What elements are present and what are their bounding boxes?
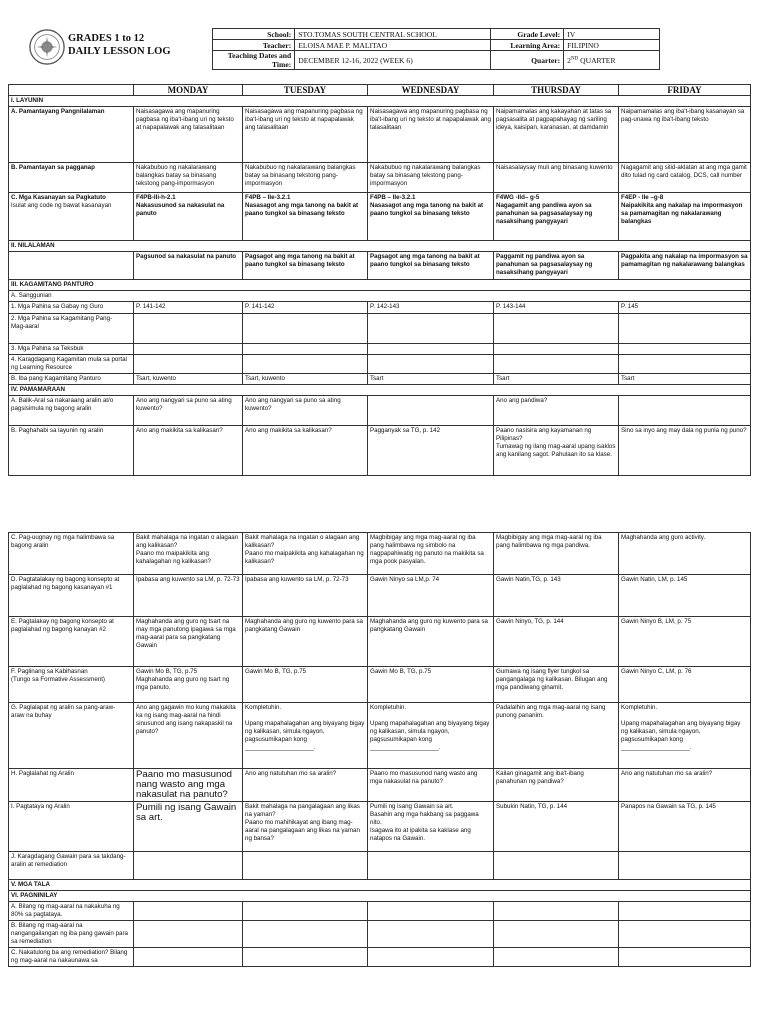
dates-value: DECEMBER 12-16, 2022 (WEEK 6) bbox=[295, 51, 490, 70]
row-label: 3. Mga Pahina sa Teksbuk bbox=[9, 344, 134, 355]
section-pagninilay: VI. PAGNINILAY bbox=[9, 891, 751, 902]
row-label: 4. Karagdagang Kagamitan mula sa portal ng Learning Resource bbox=[9, 355, 134, 374]
cell: Pagsagot ang mga tanong na bakit at paano tungkol sa binasang teksto bbox=[243, 252, 368, 280]
cell: Nakabubuo ng nakalarawang balangkas batay sa binasang tekstong pang-impormasyon bbox=[134, 163, 243, 193]
area-label: Learning Area: bbox=[490, 40, 563, 51]
cell: P. 142-143 bbox=[368, 302, 494, 314]
table-row bbox=[9, 163, 751, 193]
row-label: B. Pamantayan sa pagganap bbox=[9, 163, 134, 193]
cell bbox=[368, 355, 494, 374]
cell: Gawin Mo B, TG, p.75 Maghahanda ang guro ng tsart ng mga panuto. bbox=[134, 667, 243, 703]
cell bbox=[368, 344, 494, 355]
cell bbox=[134, 902, 243, 921]
row-label: G. Paglalapat ng aralin sa pang-araw- araw na buhay bbox=[9, 703, 134, 769]
table-row bbox=[9, 802, 751, 852]
cell: Tsart bbox=[368, 374, 494, 385]
cell: Tsart, kuwento bbox=[243, 374, 368, 385]
cell: Nakabubuo ng nakalarawang balangkas batay sa binasang tekstong pang-impormasyon bbox=[243, 163, 368, 193]
school-value: STO.TOMAS SOUTH CENTRAL SCHOOL bbox=[295, 29, 490, 40]
cell: Bakit mahalaga na ingatan o alagaan ang kalikasan? Paano mo maipakikita ang kahalagahan ng kalikasan? bbox=[243, 533, 368, 575]
lesson-table-page-1 bbox=[8, 84, 751, 476]
cell: Bakit mahalaga na pangalagaan ang likas na yaman? Paano mo mahihikayat ang ibang mag-aaral na pangalagaan ang likas na yaman ng bansa? bbox=[243, 802, 368, 852]
row-label: 2. Mga Pahina sa Kagamitang Pang- Mag-aaral bbox=[9, 314, 134, 344]
row-sanggunian: A. Sanggunian bbox=[9, 291, 751, 302]
row-label: A. Balik-Aral sa nakaraang aralin at/o pagsisimula ng bagong aralin bbox=[9, 396, 134, 426]
row-label: A. Bilang ng mag-aaral na nakakuha ng 80% sa pagtataya. bbox=[9, 902, 134, 921]
cell bbox=[243, 921, 368, 948]
row-label: C. Pag-uugnay ng mga halimbawa sa bagong aralin bbox=[9, 533, 134, 575]
cell bbox=[619, 344, 751, 355]
table-row bbox=[9, 769, 751, 802]
cell: Naisasagawa ang mapanuring pagbasa ng iba't-ibang uri ng teksto at napapalawak ang talasalitaan bbox=[368, 107, 494, 163]
day-tuesday: TUESDAY bbox=[243, 85, 368, 96]
cell bbox=[619, 902, 751, 921]
cell: Tsart bbox=[494, 374, 619, 385]
cell: Bakit mahalaga na ingatan o alagaan ang kalikasan? Paano mo maipakikita ang kahalagahan ng kalikasan? bbox=[134, 533, 243, 575]
lesson-table-page-2 bbox=[8, 532, 751, 967]
table-row bbox=[9, 314, 751, 344]
cell: F4PB – IIe-3.2.1 Nasasagot ang mga tanong na bakit at paano tungkol sa binasang teksto bbox=[243, 193, 368, 241]
table-row bbox=[9, 193, 751, 241]
cell: Kompletuhin. Upang mapahalagahan ang biyayang bigay ng kalikasan, simula ngayon, pagsusumikapan kong ____________________. bbox=[243, 703, 368, 769]
table-row bbox=[9, 426, 751, 476]
day-header-row bbox=[9, 85, 751, 96]
quarter-sup: ND bbox=[570, 55, 579, 61]
cell bbox=[368, 396, 494, 426]
table-row bbox=[9, 921, 751, 948]
cell: F4PB-IIi-h-2.1 Nakasusunod sa nakasulat na panuto bbox=[134, 193, 243, 241]
section-nilalaman: II. NILALAMAN bbox=[9, 241, 751, 252]
teacher-value: ELOISA MAE P. MALITAO bbox=[295, 40, 490, 51]
cell bbox=[619, 948, 751, 967]
table-row bbox=[9, 344, 751, 355]
cell: Tsart bbox=[619, 374, 751, 385]
row-label-bold: C. Mga Kasanayan sa Pagkatuto bbox=[11, 194, 106, 201]
cell: Nakabubuo ng nakalarawang balangkas batay sa binasang tekstong pang-impormasyon bbox=[368, 163, 494, 193]
cell bbox=[134, 314, 243, 344]
row-label: H. Paglalahat ng Aralin bbox=[9, 769, 134, 802]
row-label: A. Pamantayang Pangnilalaman bbox=[9, 107, 134, 163]
cell bbox=[368, 902, 494, 921]
cell: Gawin Ninyo sa LM,p. 74 bbox=[368, 575, 494, 617]
table-row bbox=[9, 374, 751, 385]
cell: Paano mo masusunod nang wasto ang mga nakasulat na panuto? bbox=[134, 769, 243, 802]
row-label: B. Paghahabi sa layunin ng aralin bbox=[9, 426, 134, 476]
cell: P. 145 bbox=[619, 302, 751, 314]
section-mga-tala: V. MGA TALA bbox=[9, 880, 751, 891]
day-thursday: THURSDAY bbox=[494, 85, 619, 96]
page-1 bbox=[11, 28, 748, 476]
cell bbox=[619, 355, 751, 374]
cell: Kailan ginagamit ang iba't-ibang panahunan ng pandiwa? bbox=[494, 769, 619, 802]
table-row bbox=[9, 252, 751, 280]
cell bbox=[494, 948, 619, 967]
cell: Gawin Ninyo, TG, p. 144 bbox=[494, 617, 619, 667]
cell: Paano mo masusunod nang wasto ang mga nakasulat na panuto? bbox=[368, 769, 494, 802]
cell: Ipabasa ang kuwento sa LM, p. 72-73 bbox=[243, 575, 368, 617]
cell: Magbibigay ang mga mag-aaral ng iba pang halimbawa ng simbolo na nagpapahiwatig ng panuto na makikita sa mga pook pasyalan. bbox=[368, 533, 494, 575]
cell: Ano ang makikita sa kalikasan? bbox=[243, 426, 368, 476]
cell: Maghahanda ang guro ng tsart na may mga panutong ipagawa sa mga mag-aaral para sa pangkatang Gawain bbox=[134, 617, 243, 667]
teacher-label: Teacher: bbox=[213, 40, 295, 51]
cell: Maghahanda ang guro activity. bbox=[619, 533, 751, 575]
cell: Magbibigay ang mga mag-aaral ng iba pang halimbawa ng mga pandiwa. bbox=[494, 533, 619, 575]
dates-label-2: Time: bbox=[271, 60, 292, 69]
row-label bbox=[9, 193, 134, 241]
info-table bbox=[212, 28, 660, 70]
cell bbox=[134, 355, 243, 374]
cell bbox=[619, 396, 751, 426]
table-row bbox=[9, 302, 751, 314]
cell bbox=[494, 852, 619, 880]
cell bbox=[494, 344, 619, 355]
table-row bbox=[9, 852, 751, 880]
cell: Kompletuhin. Upang mapahalagahan ang biyayang bigay ng kalikasan, simula ngayon, pagsusumikapan kong ____________________. bbox=[368, 703, 494, 769]
row-label bbox=[9, 252, 134, 280]
cell: Pagpakita ang nakalap na impormasyon sa pamamagitan ng nakalarawang balangkas bbox=[619, 252, 751, 280]
table-row bbox=[9, 355, 751, 374]
cell: Naisasalaysay muli ang binasang kuwento bbox=[494, 163, 619, 193]
cell: Padalalhin ang mga mag-aaral ng isang punong pananim. bbox=[494, 703, 619, 769]
table-row bbox=[9, 575, 751, 617]
cell: Ano ang pandiwa? bbox=[494, 396, 619, 426]
cell: Pagganyak sa TG, p. 142 bbox=[368, 426, 494, 476]
cell: Panapos na Gawain sa TG, p. 145 bbox=[619, 802, 751, 852]
cell bbox=[243, 852, 368, 880]
cell bbox=[619, 852, 751, 880]
cell: Maghahanda ang guro ng kuwento para sa pangkatang Gawain bbox=[368, 617, 494, 667]
cell: Paggamit ng pandiwa ayon sa panahunan sa pagsasalaysay ng nasaksihang pangyayari bbox=[494, 252, 619, 280]
table-row bbox=[9, 107, 751, 163]
cell: Naisasagawa ang mapanuring pagbasa ng iba't-ibang uri ng teksto at napapalawak ang talasalitaan bbox=[134, 107, 243, 163]
cell: Pumili ng isang Gawain sa art. Basahin ang mga hakbang sa paggawa nito. Isagawa ito at ipakita sa kaklase ang natapos na Gawain. bbox=[368, 802, 494, 852]
section-layunin: I. LAYUNIN bbox=[9, 96, 751, 107]
cell: F4EP - IIe –g-8 Naipakikita ang nakalap na impormasyon sa pamamagitan ng nakalarawang balangkas bbox=[619, 193, 751, 241]
cell: Gawin Ninyo B, LM, p. 75 bbox=[619, 617, 751, 667]
table-row bbox=[9, 703, 751, 769]
cell bbox=[134, 948, 243, 967]
title-block bbox=[68, 32, 171, 58]
cell bbox=[243, 948, 368, 967]
quarter-label: Quarter: bbox=[490, 51, 563, 70]
cell: Gawin Ninyo C, LM, p. 76 bbox=[619, 667, 751, 703]
cell bbox=[134, 852, 243, 880]
row-label: J. Karagdagang Gawain para sa takdang- aralin at remediation bbox=[9, 852, 134, 880]
dates-label-1: Teaching Dates and bbox=[227, 51, 292, 60]
grade-value: IV bbox=[564, 29, 660, 40]
row-label: I. Pagtataya ng Aralin bbox=[9, 802, 134, 852]
cell: P. 141-142 bbox=[243, 302, 368, 314]
row-label: B. Bilang ng mag-aaral na nangangailangan ng iba pang gawain para sa remediation bbox=[9, 921, 134, 948]
cell bbox=[494, 314, 619, 344]
row-label: D. Pagtatalakay ng bagong konsepto at paglalahad ng bagong kasanayan #1 bbox=[9, 575, 134, 617]
deped-seal-icon bbox=[28, 28, 66, 66]
cell: Ano ang nangyari sa puno sa ating kuwento? bbox=[134, 396, 243, 426]
cell: Maghahanda ang guro ng kuwento para sa pangkatang Gawain bbox=[243, 617, 368, 667]
row-label: 1. Mga Pahina sa Gabay ng Guro bbox=[9, 302, 134, 314]
cell bbox=[619, 314, 751, 344]
title-line1: GRADES 1 to 12 bbox=[68, 33, 145, 44]
table-row bbox=[9, 396, 751, 426]
cell bbox=[494, 355, 619, 374]
cell: Ano ang gagawin mo kung makakita ka ng isang mag-aaral na hindi sinusunod ang isang nakapaskil na panuto? bbox=[134, 703, 243, 769]
cell: Gawin Natin, LM, p. 145 bbox=[619, 575, 751, 617]
cell: Ano ang makikita sa kalikasan? bbox=[134, 426, 243, 476]
school-label: School: bbox=[213, 29, 295, 40]
quarter-num: 2 bbox=[567, 55, 571, 65]
cell bbox=[243, 902, 368, 921]
grade-label: Grade Level: bbox=[490, 29, 563, 40]
cell: Gawin Natin,TG, p. 143 bbox=[494, 575, 619, 617]
row-label: E. Pagtalakay ng bagong konsepto at paglalahad ng bagong kanayan #2 bbox=[9, 617, 134, 667]
cell: P. 141-142 bbox=[134, 302, 243, 314]
area-value: FILIPINO bbox=[564, 40, 660, 51]
row-label-sub: Isulat ang code ng bawat kasanayan bbox=[11, 202, 112, 209]
cell: P. 143-144 bbox=[494, 302, 619, 314]
cell: Pumili ng isang Gawain sa art. bbox=[134, 802, 243, 852]
quarter-value bbox=[564, 51, 660, 70]
cell: Naipamamalas ang iba't-ibang kasanayan sa pag-unawa ng iba't-ibang teksto bbox=[619, 107, 751, 163]
dates-label bbox=[213, 51, 295, 70]
cell: Gumawa ng isang flyer tungkol sa pangangalaga ng kalikasan. Bilugan ang mga pandiwang ginamit. bbox=[494, 667, 619, 703]
cell: Kompletuhin. Upang mapahalagahan ang biyayang bigay ng kalikasan, simula ngayon, pagsusumikapan kong ____________________. bbox=[619, 703, 751, 769]
quarter-word: QUARTER bbox=[578, 55, 616, 65]
cell: F4PB – IIe-3.2.1 Nasasagot ang mga tanong na bakit at paano tungkol sa binasang teksto bbox=[368, 193, 494, 241]
cell: Naisasagawa ang mapanuring pagbasa ng iba't-ibang uri ng teksto at napapalawak ang talasalitaan bbox=[243, 107, 368, 163]
cell bbox=[368, 852, 494, 880]
cell bbox=[368, 314, 494, 344]
cell bbox=[368, 921, 494, 948]
cell bbox=[134, 921, 243, 948]
title-line2: DAILY LESSON LOG bbox=[68, 46, 171, 57]
cell: Naipamamalas ang kakayahan at tatas sa pagsasalita at pagpapahayag ng sariling ideya, kaisipan, karanasan, at damdamin bbox=[494, 107, 619, 163]
cell bbox=[243, 344, 368, 355]
row-label: B. Iba pang Kagamitang Panturo bbox=[9, 374, 134, 385]
cell bbox=[243, 314, 368, 344]
cell: Subukin Natin, TG, p. 144 bbox=[494, 802, 619, 852]
cell: Pagsagot ang mga tanong na bakit at paano tungkol sa binasang teksto bbox=[368, 252, 494, 280]
cell: Tsart, kuwento bbox=[134, 374, 243, 385]
section-pamamaraan: IV. PAMAMARAAN bbox=[9, 385, 751, 396]
cell: Paano nasisira ang kayamanan ng Pilipinas? Tumawag ng ilang mag-aaral upang isaklos ang kanilang sagot. Pahulaan ito sa klase. bbox=[494, 426, 619, 476]
cell bbox=[494, 921, 619, 948]
section-kagamitang-panturo: III. KAGAMITANG PANTURO bbox=[9, 280, 751, 291]
table-row bbox=[9, 533, 751, 575]
table-row bbox=[9, 902, 751, 921]
row-label: F. Paglinang sa Kabihasnan (Tungo sa Formative Assessment) bbox=[9, 667, 134, 703]
cell: Gawin Mo B, TG, p.75 bbox=[243, 667, 368, 703]
day-wednesday: WEDNESDAY bbox=[368, 85, 494, 96]
table-row bbox=[9, 948, 751, 967]
table-row bbox=[9, 667, 751, 703]
cell: Ano ang nangyari sa puno sa ating kuwento? bbox=[243, 396, 368, 426]
table-row bbox=[9, 617, 751, 667]
cell: Pagsunod sa nakasulat na panuto bbox=[134, 252, 243, 280]
cell: Ano ang natutuhan mo sa aralin? bbox=[243, 769, 368, 802]
cell: Sino sa inyo ang may dala ng punla ng puno? bbox=[619, 426, 751, 476]
cell: Ano ang natutuhan mo sa aralin? bbox=[619, 769, 751, 802]
day-monday: MONDAY bbox=[134, 85, 243, 96]
page-2 bbox=[11, 532, 741, 967]
cell: F4WG -IId– g-5 Nagagamit ang pandiwa ayon sa panahunan sa pagsasalaysay ng nasaksihang pangyayari bbox=[494, 193, 619, 241]
cell bbox=[243, 355, 368, 374]
cell: Ipabasa ang kuwento sa LM, p. 72-73 bbox=[134, 575, 243, 617]
header bbox=[28, 28, 660, 84]
corner-cell bbox=[9, 85, 134, 96]
day-friday: FRIDAY bbox=[619, 85, 751, 96]
cell: Gawin Mo B, TG, p.75 bbox=[368, 667, 494, 703]
cell bbox=[494, 902, 619, 921]
cell: Nagagamit ang silid-aklatan at ang mga gamit dito tulad ng card catalog, DCS, call number bbox=[619, 163, 751, 193]
cell bbox=[619, 921, 751, 948]
cell bbox=[134, 344, 243, 355]
row-label: C. Nakatulong ba ang remediation? Bilang ng mag-aaral na nakaunawa sa bbox=[9, 948, 134, 967]
cell bbox=[368, 948, 494, 967]
